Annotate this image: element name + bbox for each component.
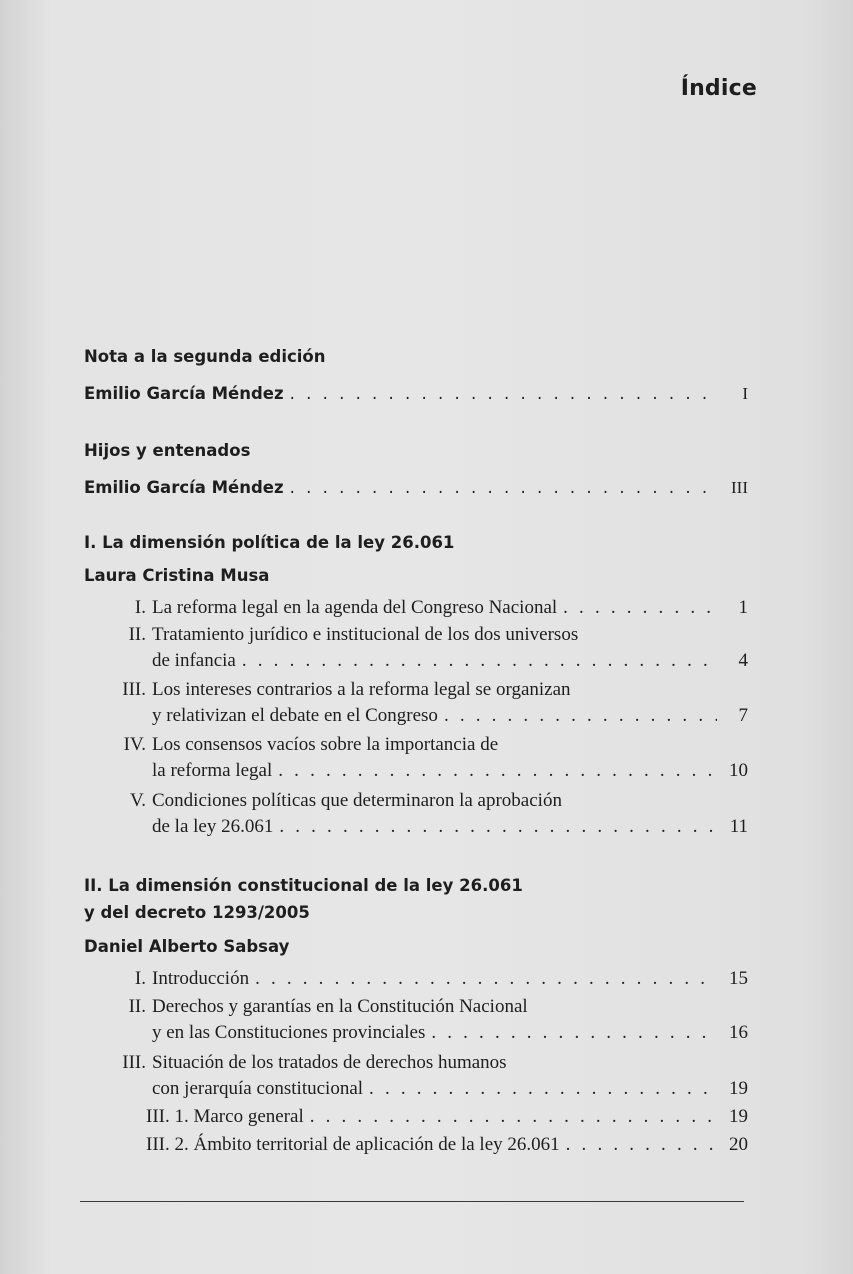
page-number: 10 (729, 760, 748, 781)
section-title-constitucional-line2: y del decreto 1293/2005 (84, 903, 310, 922)
dot-leader (310, 1106, 717, 1128)
author-name: Emilio García Méndez (84, 478, 284, 497)
toc-entry (96, 679, 748, 731)
toc-entry (96, 1052, 748, 1104)
page-number: 7 (738, 705, 748, 726)
entry-text: Introducción (152, 968, 250, 989)
footer-rule (80, 1201, 744, 1202)
dot-leader (431, 1022, 717, 1044)
page-number: 1 (738, 597, 748, 618)
section-title-constitucional: II. La dimensión constitucional de la ley 26.061 (84, 876, 523, 895)
author-name: Laura Cristina Musa (84, 566, 270, 585)
dot-leader (242, 650, 717, 672)
page-number: I (742, 384, 748, 403)
dot-leader (290, 384, 718, 403)
entry-text: la reforma legal (152, 760, 273, 781)
entry-number: I. (134, 597, 146, 618)
page-number: 19 (729, 1106, 748, 1127)
dot-leader (563, 597, 717, 619)
page-number: 15 (729, 968, 748, 989)
author-name: Emilio García Méndez (84, 384, 284, 403)
toc-entry (96, 734, 748, 786)
entry-text: Derechos y garantías en la Constitución Nacional (152, 996, 528, 1017)
toc-entry (96, 996, 748, 1048)
author-name: Daniel Alberto Sabsay (84, 937, 290, 956)
page-number: 20 (729, 1134, 748, 1155)
dot-leader (290, 478, 718, 497)
entry-text: Los intereses contrarios a la reforma legal se organizan (152, 679, 571, 700)
entry-text: Los consensos vacíos sobre la importancia de (152, 734, 499, 755)
author-row-nota (84, 384, 748, 408)
dot-leader (278, 760, 717, 782)
dot-leader (255, 968, 717, 990)
entry-text: III. 1. Marco general (146, 1106, 304, 1127)
dot-leader (279, 816, 717, 838)
page-title: Índice (680, 76, 757, 101)
dot-leader (369, 1078, 717, 1100)
entry-number: II. (128, 624, 146, 645)
entry-number: V. (129, 790, 146, 811)
entry-text: Tratamiento jurídico e institucional de los dos universos (152, 624, 579, 645)
entry-text: con jerarquía constitucional (152, 1078, 364, 1099)
entry-text: La reforma legal en la agenda del Congreso Nacional (152, 597, 558, 618)
toc-entry (96, 624, 748, 676)
section-title-politica: I. La dimensión política de la ley 26.061 (84, 533, 455, 552)
section-title-hijos: Hijos y entenados (84, 441, 251, 460)
entry-number: IV. (123, 734, 146, 755)
entry-number: III. (122, 1052, 146, 1073)
entry-number: I. (134, 968, 146, 989)
entry-text: Condiciones políticas que determinaron la aprobación (152, 790, 562, 811)
page-number: 11 (729, 816, 748, 837)
entry-text: de la ley 26.061 (152, 816, 274, 837)
page-number: 4 (738, 650, 748, 671)
toc-entry (96, 597, 748, 623)
toc-subentry (146, 1134, 748, 1160)
entry-text: y relativizan el debate en el Congreso (152, 705, 438, 726)
toc-entry (96, 968, 748, 994)
toc-subentry (146, 1106, 748, 1132)
dot-leader (566, 1134, 717, 1156)
page-number: 16 (729, 1022, 748, 1043)
entry-number: III. (122, 679, 146, 700)
page-number: 19 (729, 1078, 748, 1099)
dot-leader (444, 705, 717, 727)
toc-entry (96, 790, 748, 842)
entry-text: Situación de los tratados de derechos humanos (152, 1052, 507, 1073)
entry-text: y en las Constituciones provinciales (152, 1022, 426, 1043)
entry-text: de infancia (152, 650, 236, 671)
entry-number: II. (128, 996, 146, 1017)
author-row-hijos (84, 478, 748, 502)
page-number: III (731, 478, 748, 497)
entry-text: III. 2. Ámbito territorial de aplicación de la ley 26.061 (146, 1134, 560, 1155)
section-title-nota: Nota a la segunda edición (84, 347, 326, 366)
